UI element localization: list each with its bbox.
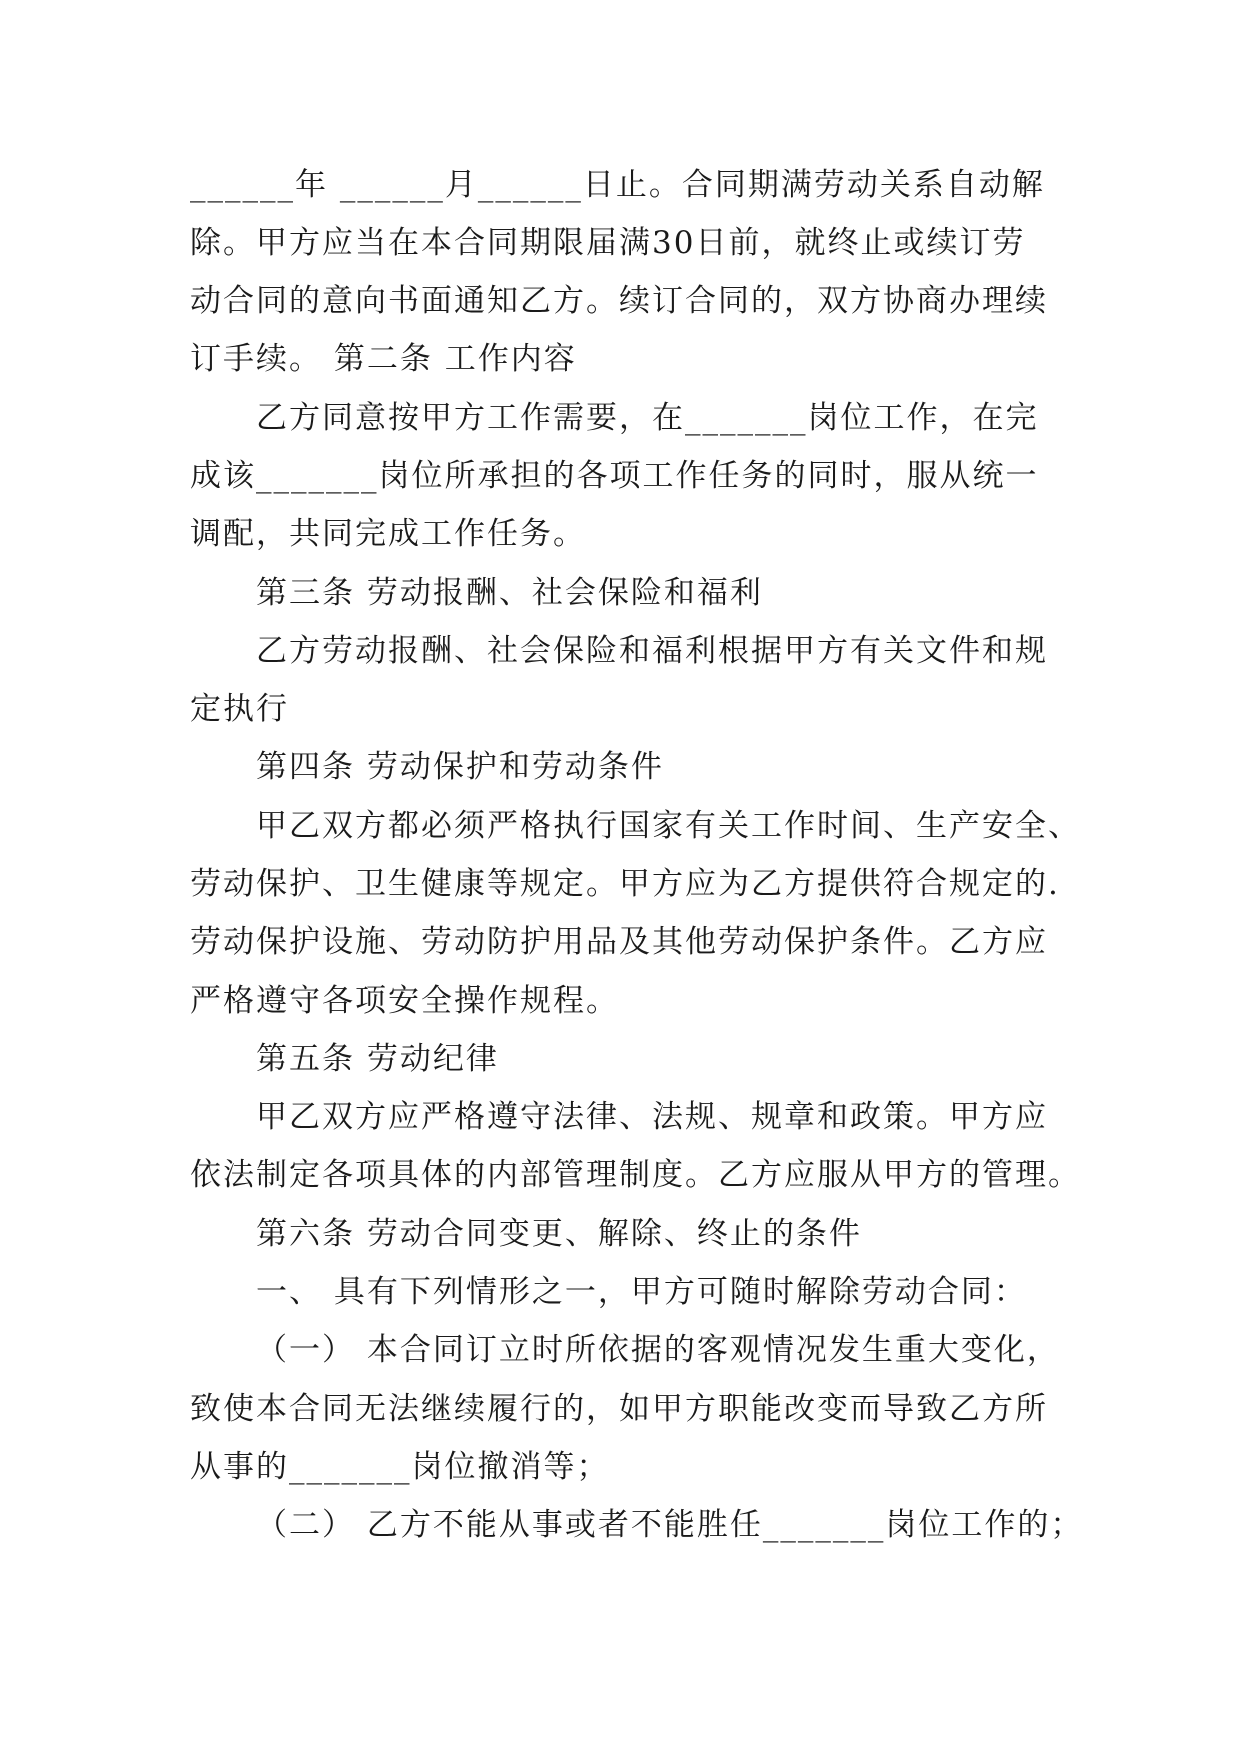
text-line: 依法制定各项具体的内部管理制度。乙方应服从甲方的管理。 [190,1157,1081,1193]
text-line: 甲乙双方都必须严格执行国家有关工作时间、生产安全、 [256,808,1081,844]
text-line: 甲乙双方应严格遵守法律、法规、规章和政策。甲方应 [256,1099,1048,1135]
text-line: 劳动保护设施、劳动防护用品及其他劳动保护条件。乙方应 [190,924,1048,960]
section-heading: 第四条 劳动保护和劳动条件 [256,749,664,785]
text-line: 定执行 [190,691,289,727]
text-line: ______年 ______月______日止。合同期满劳动关系自动解 [190,167,1045,203]
text-line: 动合同的意向书面通知乙方。续订合同的，双方协商办理续 [190,283,1048,319]
text-line: （二） 乙方不能从事或者不能胜任_______岗位工作的； [256,1507,1084,1543]
text-line: 致使本合同无法继续履行的，如甲方职能改变而导致乙方所 [190,1391,1048,1427]
text-line: 乙方劳动报酬、社会保险和福利根据甲方有关文件和规 [256,633,1048,669]
section-heading: 第六条 劳动合同变更、解除、终止的条件 [256,1216,862,1252]
section-heading: 第三条 劳动报酬、社会保险和福利 [256,575,763,611]
text-line: 一、 具有下列情形之一，甲方可随时解除劳动合同： [256,1274,1027,1310]
text-line: 成该_______岗位所承担的各项工作任务的同时，服从统一 [190,458,1039,494]
text-line: （一） 本合同订立时所依据的客观情况发生重大变化， [256,1332,1060,1368]
text-line: 从事的_______岗位撤消等； [190,1449,610,1485]
text-line: 除。甲方应当在本合同期限届满30日前，就终止或续订劳 [190,225,1026,261]
text-line: 订手续。 第二条 工作内容 [190,341,577,377]
text-line: 劳动保护、卫生健康等规定。甲方应为乙方提供符合规定的. [190,866,1060,902]
text-line: 乙方同意按甲方工作需要，在_______岗位工作，在完 [256,400,1039,436]
text-line: 严格遵守各项安全操作规程。 [190,983,619,1019]
text-line: 调配，共同完成工作任务。 [190,516,586,552]
section-heading: 第五条 劳动纪律 [256,1041,499,1077]
